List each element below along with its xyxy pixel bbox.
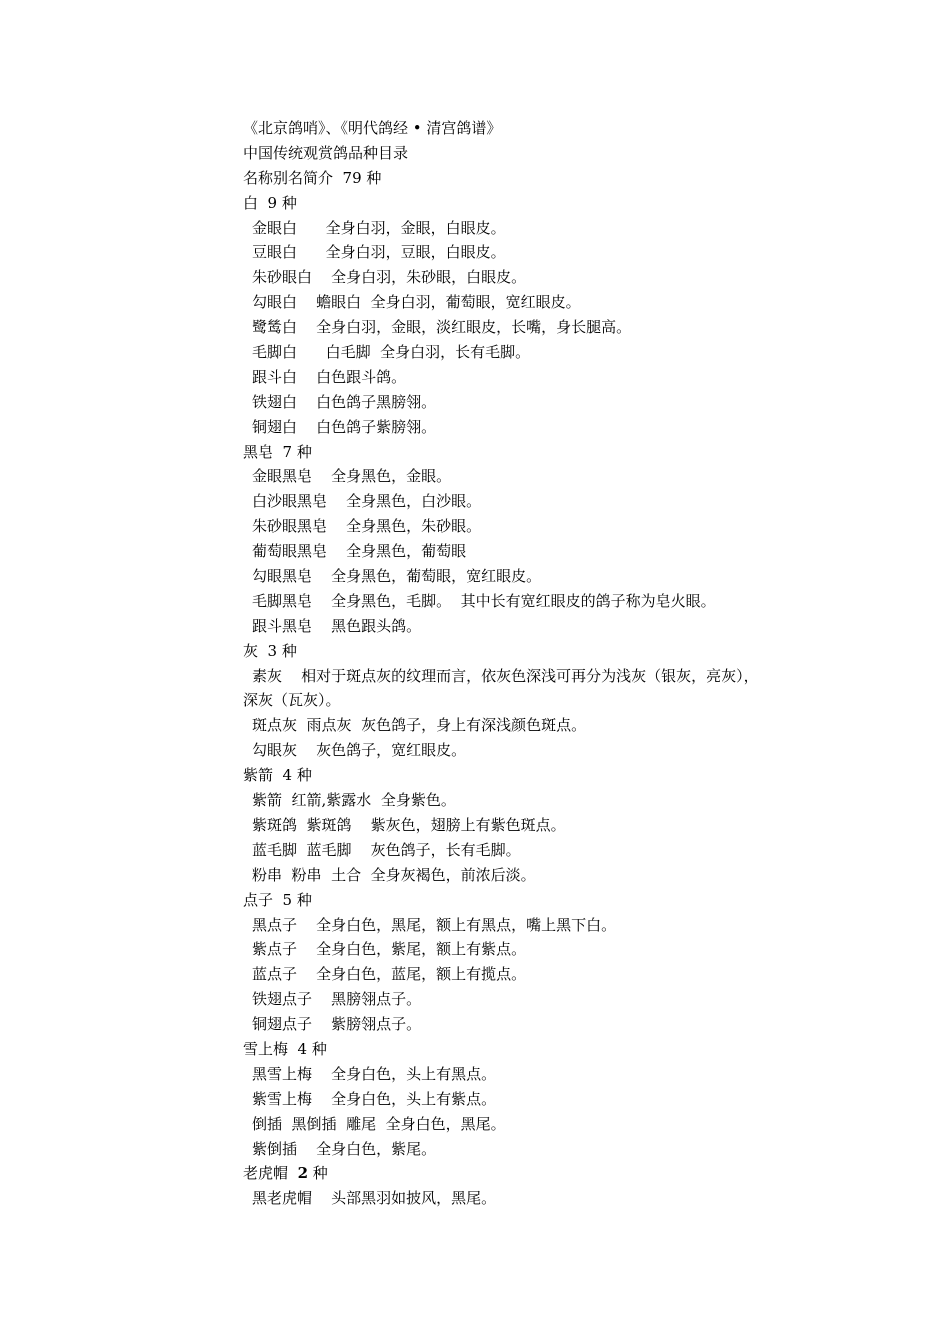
group-heading-black: 黑皂 7 种 — [243, 442, 312, 461]
source-line: 《北京鸽哨》、《明代鸽经 • 清宫鸽谱》 — [243, 119, 502, 137]
group-heading-spotted: 点子 5 种 — [243, 890, 312, 909]
list-item: 跟斗白 白色跟斗鸽。 — [252, 367, 407, 386]
document-page — [243, 116, 823, 1211]
list-item: 紫斑鸽 紫斑鸽 紫灰色，翅膀上有紫色斑点。 — [252, 815, 566, 834]
list-item: 素灰 相对于斑点灰的纹理而言，依灰色深浅可再分为浅灰（银灰，亮灰）， — [252, 666, 759, 685]
list-item: 紫点子 全身白色，紫尾，额上有紫点。 — [252, 940, 527, 959]
group-heading-white: 白 9 种 — [243, 193, 297, 212]
list-item: 铜翅点子 紫膀翎点子。 — [252, 1015, 422, 1034]
list-item: 金眼白 全身白羽，金眼，白眼皮。 — [252, 218, 506, 237]
list-item: 金眼黑皂 全身黑色，金眼。 — [252, 467, 452, 486]
group-heading-unit: 种 — [312, 1164, 328, 1183]
list-item: 鹭鸶白 全身白羽，金眼，淡红眼皮，长嘴，身长腿高。 — [252, 318, 632, 337]
list-item: 紫倒插 全身白色，紫尾。 — [252, 1139, 437, 1158]
list-item: 紫雪上梅 全身白色，头上有紫点。 — [252, 1089, 497, 1108]
list-item: 勾眼灰 灰色鸽子，宽红眼皮。 — [252, 741, 467, 760]
group-heading-snow-plum: 雪上梅 4 种 — [243, 1039, 327, 1058]
list-item-continuation: 深灰（瓦灰）。 — [243, 691, 341, 710]
list-item: 黑雪上梅 全身白色，头上有黑点。 — [252, 1064, 497, 1083]
document-title: 中国传统观赏鸽品种目录 — [243, 143, 409, 162]
list-item: 豆眼白 全身白羽，豆眼，白眼皮。 — [252, 243, 506, 262]
list-item: 勾眼黑皂 全身黑色，葡萄眼，宽红眼皮。 — [252, 567, 542, 586]
list-item: 黑点子 全身白色，黑尾，额上有黑点，嘴上黑下白。 — [252, 915, 617, 934]
list-item: 葡萄眼黑皂 全身黑色，葡萄眼 — [252, 542, 467, 561]
list-item: 跟斗黑皂 黑色跟头鸽。 — [252, 616, 422, 635]
list-item: 朱砂眼黑皂 全身黑色，朱砂眼。 — [252, 517, 482, 536]
group-heading-purple: 紫箭 4 种 — [243, 766, 312, 785]
list-item: 斑点灰 雨点灰 灰色鸽子，身上有深浅颜色斑点。 — [252, 716, 587, 735]
list-item: 毛脚白 白毛脚 全身白羽，长有毛脚。 — [252, 343, 531, 362]
list-item: 倒插 黑倒插 雕尾 全身白色，黑尾。 — [252, 1114, 506, 1133]
group-heading-tiger-cap — [243, 1161, 823, 1186]
list-item: 白沙眼黑皂 全身黑色，白沙眼。 — [252, 492, 482, 511]
list-item: 勾眼白 蟾眼白 全身白羽，葡萄眼，宽红眼皮。 — [252, 293, 581, 312]
list-item: 毛脚黑皂 全身黑色，毛脚。 其中长有宽红眼皮的鸽子称为皂火眼。 — [252, 591, 716, 610]
list-item: 铜翅白 白色鸽子紫膀翎。 — [252, 417, 437, 436]
document-subtitle: 名称别名简介 79 种 — [243, 168, 382, 187]
list-item: 紫箭 红箭,紫露水 全身紫色。 — [252, 791, 456, 810]
list-item: 铁翅点子 黑膀翎点子。 — [252, 990, 422, 1009]
list-item: 朱砂眼白 全身白羽，朱砂眼，白眼皮。 — [252, 268, 527, 287]
group-heading-gray: 灰 3 种 — [243, 641, 297, 660]
group-heading-count: 2 — [297, 1164, 308, 1183]
list-item: 铁翅白 白色鸽子黑膀翎。 — [252, 392, 437, 411]
group-heading-name: 老虎帽 — [243, 1164, 289, 1183]
list-item: 蓝点子 全身白色，蓝尾，额上有揽点。 — [252, 965, 527, 984]
list-item: 粉串 粉串 土合 全身灰褐色，前浓后淡。 — [252, 865, 536, 884]
list-item: 黑老虎帽 头部黑羽如披风，黑尾。 — [252, 1189, 497, 1208]
list-item: 蓝毛脚 蓝毛脚 灰色鸽子，长有毛脚。 — [252, 840, 521, 859]
